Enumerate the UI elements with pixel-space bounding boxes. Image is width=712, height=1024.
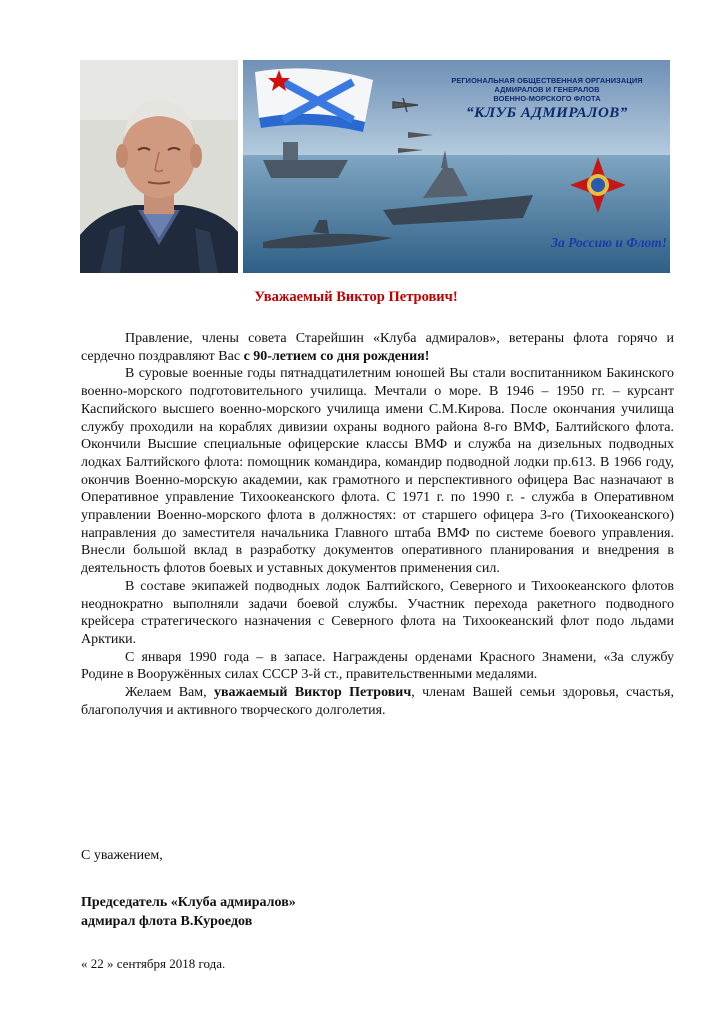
club-motto: За Россию и Флот! — [551, 235, 667, 250]
paragraph-3: В составе экипажей подводных лодок Балтийского, Северного и Тихоокеанского флотов неоднократно выполняли задачи боевой службы. Участник перехода ракетного подводного крейсера стратегического назначения с Северного флота на Тихоокеанский флот подо льдами Арктики. — [81, 578, 674, 647]
p5-emphasis: уважаемый Виктор Петрович — [213, 685, 412, 701]
letter-body — [81, 330, 674, 719]
paragraph-1 — [81, 330, 674, 365]
paragraph-4: С января 1990 года – в запасе. Награждены орденами Красного Знамени, «За службу Родине в Вооружённых силах СССР 3-й ст., правительственными медалями. — [81, 649, 674, 683]
org-line-2: АДМИРАЛОВ И ГЕНЕРАЛОВ — [494, 85, 600, 94]
signature-title: Председатель «Клуба адмиралов» — [81, 895, 296, 910]
signature-block — [81, 893, 296, 931]
org-line-1: РЕГИОНАЛЬНАЯ ОБЩЕСТВЕННАЯ ОРГАНИЗАЦИЯ — [451, 76, 643, 85]
club-name: “КЛУБ АДМИРАЛОВ” — [466, 105, 628, 121]
org-line-3: ВОЕННО-МОРСКОГО ФЛОТА — [493, 94, 601, 103]
p1-end: ! — [424, 348, 430, 364]
greeting-heading: Уважаемый Виктор Петрович! — [254, 289, 458, 305]
p5-text-end: , членам Вашей семьи здоровья, счастья, благополучия и активного творческого долголетия. — [81, 685, 674, 718]
letter-date: « 22 » сентября 2018 года. — [81, 956, 226, 971]
signature-name: адмирал флота В.Куроедов — [81, 914, 253, 929]
paragraph-2: В суровые военные годы пятнадцатилетним юношей Вы стали воспитанником Бакинского военно-морского подготовительного училища. Мечтали о море. В 1946 – 1950 гг. – курсант Каспийского высшего военно-морского училища имени С.М.Кирова. После окончания училища службу проходили на кораблях дивизии охраны водного района 8-го ВМФ, Балтийского флота. Окончили Высшие специальные офицерские классы ВМФ и служба на дизельных подводных лодках Балтийского флота: помощник командира, командир подводной лодки пр.613. В 1966 году, окончив Военно-морскую академии, как грамотного и перспективного офицера Вас назначают в Оперативное управление Тихоокеанского флота. С 1971 г. по 1990 г. - служба в Оперативном управлении Военно-морского флота в должностях: от старшего офицера 3-го (Тихоокеанского) направления до заместителя начальника Главного штаба ВМФ по системе боевого управления. Внесли большой вклад в разработку документов оперативного планирования и внедрения в деятельность флотов боевых и уставных документов применения сил. — [81, 366, 674, 577]
closing-regards: С уважением, — [81, 848, 163, 863]
organization-name — [433, 76, 661, 103]
p5-text-start: Желаем Вам, — [125, 685, 214, 701]
paragraph-5 — [81, 684, 674, 719]
portrait-photo — [80, 60, 238, 273]
p1-emphasis: с 90-летием со дня рождения — [243, 348, 425, 364]
p1-text: Правление, члены совета Старейшин «Клуба адмиралов», ветераны флота горячо и сердечно поздравляют Вас — [81, 331, 674, 364]
